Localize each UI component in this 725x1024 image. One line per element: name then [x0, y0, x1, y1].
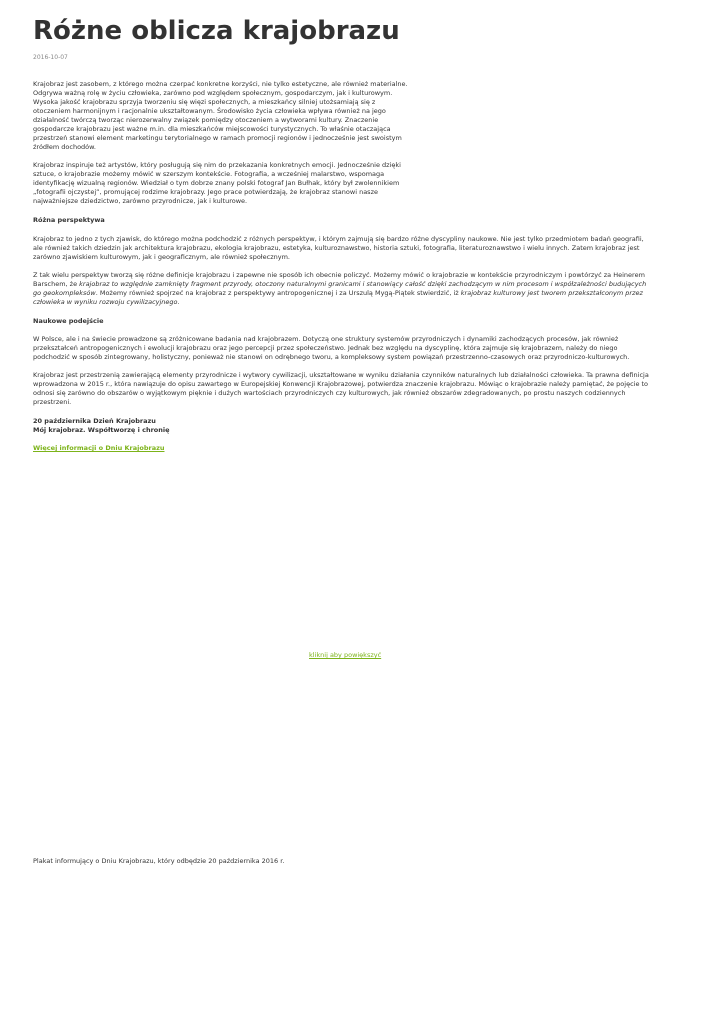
more-info-link[interactable]: Więcej informacji o Dniu Krajobrazu [33, 444, 165, 452]
poster-image[interactable] [33, 460, 653, 852]
quote-myga-piatek: krajobraz kulturowy jest tworem przekształconym przez człowieka w wyniku rozwoju cywilizacyjnego [33, 289, 643, 306]
quote-barsch: krajobraz to względnie zamknięty fragment przyrody, otoczony naturalnymi granicami i stanowiący całość dzięki zachodzącym w nim procesom i współzależności budujących go geokompleksów [33, 280, 647, 297]
text-span: Z tak wielu perspektyw tworzą się różne definicje krajobrazu i zapewne nie sposób ich obecnie policzyć. Możemy mówić o krajobrazie w kontekście przyrodniczym i powtórzyć za Heinerem Barschem, że [33, 271, 645, 288]
section-heading-perspective: Różna perspektywa [33, 216, 105, 224]
section1-paragraph-2 [33, 271, 653, 307]
event-date-line: 20 października Dzień Krajobrazu [33, 417, 156, 425]
section2-paragraph-2: Krajobraz jest przestrzenią zawierającą elementy przyrodnicze i wytwory cywilizacji, ukształtowane w wyniku działania czynników naturalnych lub działalności człowieka. Ta prawna definicja wprowadzona w 2015 r., która nawiązuje do opisu zawartego w Europejskiej Konwencji Krajobrazowej, potwierdza znaczenie krajobrazu. Mówiąc o krajobrazie należy pamiętać, że pojęcie to odnosi się zarówno do obszarów o wyjątkowym pięknie i dużych wartościach przyrodniczych czy kulturowych, jak również obszarów zdegradowanych, po prostu naszych codziennych przestrzeni. [33, 371, 649, 406]
intro-paragraph-1: Krajobraz jest zasobem, z którego można czerpać konkretne korzyści, nie tylko estetyczne, ale również materialne. Odgrywa ważną rolę w życiu człowieka, zarówno pod względem społecznym, gospodarczym, jak i kulturowym. Wysoka jakość krajobrazu sprzyja tworzeniu się więzi społecznych, a mieszkańcy silniej utożsamiają się z otoczeniem harmonijnym i racjonalnie ukształtowanym. Środowisko życia człowieka wpływa również na jego działalność twórczą tworząc nierozerwalny związek pomiędzy otoczeniem a wytworami kultury. Znaczenie gospodarcze krajobrazu jest ważne m.in. dla mieszkańców miejscowości turystycznych. To właśnie otaczająca przestrzeń stanowi element marketingu terytorialnego w ramach promocji regionów i jednocześnie jest swoistym źródłem dochodów. [33, 80, 408, 151]
section2-paragraph-1: W Polsce, ale i na świecie prowadzone są zróżnicowane badania nad krajobrazem. Dotyczą one struktury systemów przyrodniczych i dynamiki zachodzących procesów, jak również przekształceń antropogenicznych i ewolucji krajobrazu oraz jego percepcji przez społeczeństwo. Jednak bez względu na dyscyplinę, która zajmuje się krajobrazem, należy do niego podchodzić w sposób zintegrowany, holistyczny, ponieważ nie stanowi on odrębnego tworu, a kompleksowy system powiązań przestrzenno-czasowych oraz przyrodniczo-kulturowych. [33, 335, 630, 361]
event-slogan-line: Mój krajobraz. Współtworzę i chronię [33, 426, 170, 434]
intro-paragraph-2: Krajobraz inspiruje też artystów, który posługują się nim do przekazania konkretnych emocji. Jednocześnie dzięki sztuce, o krajobrazie możemy mówić w szerszym kontekście. Fotografia, a wcześniej malarstwo, wspomaga identyfikację wizualną regionów. Wiedział o tym dobrze znany polski fotograf Jan Bułhak, który był zwolennikiem „fotografii ojczystej”, promującej rodzime krajobrazy. Jego prace potwierdzają, że krajobraz stanowi nasze najważniejsze dziedzictwo, zarówno przyrodnicze, jak i kulturowe. [33, 161, 401, 205]
section-heading-scientific: Naukowe podejście [33, 317, 104, 325]
image-caption: Plakat informujący o Dniu Krajobrazu, który odbędzie 20 października 2016 r. [33, 857, 285, 865]
text-span: . Możemy również spojrzeć na krajobraz z perspektywy antropogenicznej i za Urszulą Mygą-Piątek stwierdzić, iż [95, 289, 461, 297]
page-title: Różne oblicza krajobrazu [33, 16, 400, 46]
publish-date: 2016-10-07 [33, 54, 68, 61]
text-span: . [177, 298, 180, 306]
event-info [33, 417, 170, 435]
section1-paragraph-1: Krajobraz to jedno z tych zjawisk, do którego można podchodzić z różnych perspektyw, i którym zajmują się bardzo różne dyscypliny naukowe. Nie jest tylko przedmiotem badań geografii, ale również takich dziedzin jak architektura krajobrazu, ekologia krajobrazu, estetyka, kulturoznawstwo, historia sztuki, fotografia, literaturoznawstwo i wielu innych. Zatem krajobraz jest zarówno zjawiskiem kulturowym, jak i geograficznym, ale również społecznym. [33, 235, 644, 261]
enlarge-image-link[interactable]: kliknij aby powiększyć [309, 651, 382, 659]
